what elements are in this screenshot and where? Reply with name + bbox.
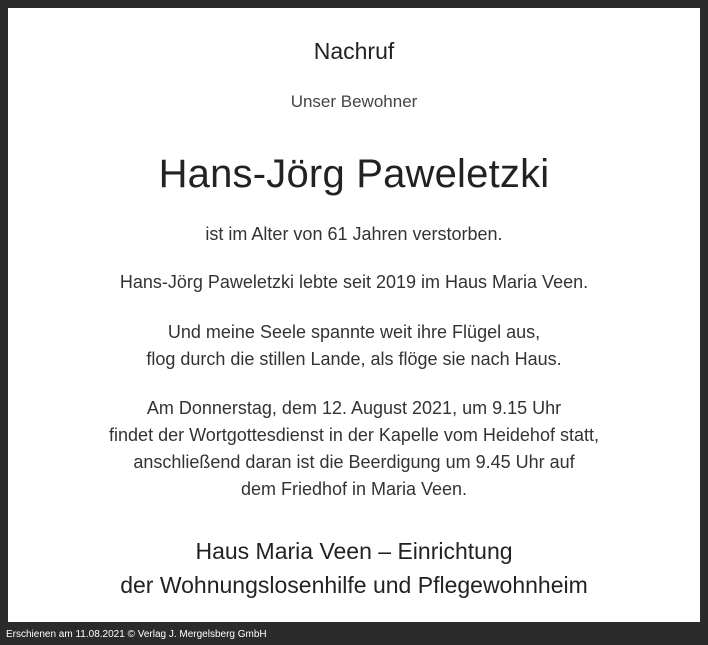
service-line: findet der Wortgottesdienst in der Kapelle vom Heidehof statt, bbox=[109, 425, 599, 445]
publication-footer: Erschienen am 11.08.2021 © Verlag J. Mergelsberg GmbH bbox=[6, 629, 267, 640]
organization-line: Haus Maria Veen – Einrichtung bbox=[195, 538, 513, 564]
notice-heading: Nachruf bbox=[313, 38, 395, 64]
organization-line: der Wohnungslosenhilfe und Pflegewohnheim bbox=[120, 572, 588, 598]
obituary-notice bbox=[8, 8, 700, 622]
organization-signature bbox=[8, 534, 700, 602]
age-line: ist im Alter von 61 Jahren verstorben. bbox=[205, 224, 503, 244]
service-line: anschließend daran ist die Beerdigung um 9.45 Uhr auf bbox=[133, 452, 575, 472]
poem-line: Und meine Seele spannte weit ihre Flügel aus, bbox=[167, 322, 541, 342]
poem-block bbox=[8, 319, 700, 373]
service-line: dem Friedhof in Maria Veen. bbox=[240, 479, 468, 499]
notice-subheading: Unser Bewohner bbox=[290, 92, 418, 111]
poem-line: flog durch die stillen Lande, als flöge sie nach Haus. bbox=[146, 349, 562, 369]
service-line: Am Donnerstag, dem 12. August 2021, um 9.15 Uhr bbox=[146, 398, 562, 418]
residence-line: Hans-Jörg Paweletzki lebte seit 2019 im Haus Maria Veen. bbox=[119, 272, 589, 292]
deceased-name: Hans-Jörg Paweletzki bbox=[158, 152, 550, 196]
service-info-block bbox=[8, 395, 700, 503]
